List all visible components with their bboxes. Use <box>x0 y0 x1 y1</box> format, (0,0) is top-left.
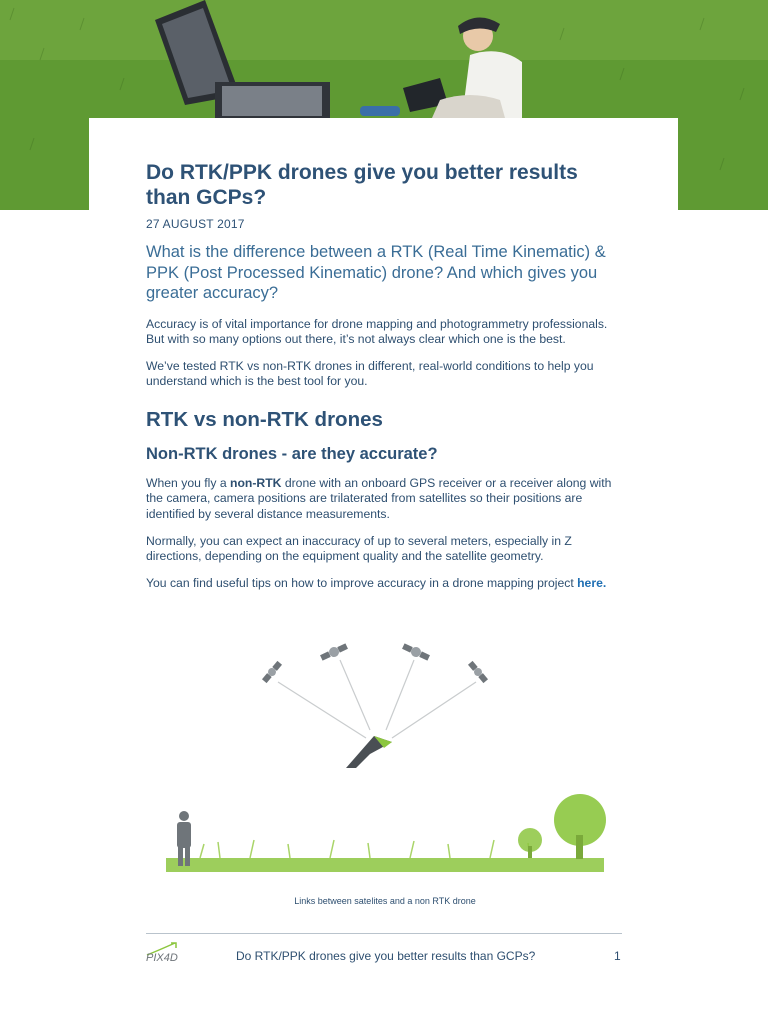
subsection-heading: Non-RTK drones - are they accurate? <box>146 444 438 463</box>
page-number: 1 <box>614 949 621 963</box>
paragraph-tested: We’ve tested RTK vs non-RTK drones in different, real-world conditions to help you understand which is the best tool for you. <box>146 358 594 389</box>
satellite-icon <box>319 642 349 663</box>
paragraph-non-rtk-prefix: When you fly a <box>146 475 230 490</box>
satellite-link-lines <box>278 660 476 738</box>
pix4d-logo <box>145 941 179 963</box>
footer-title: Do RTK/PPK drones give you better results than GCPs? <box>236 949 536 963</box>
footer-divider <box>146 933 622 934</box>
drone-icon <box>346 736 392 768</box>
tree-icon <box>518 794 606 859</box>
paragraph-non-rtk-bold: non-RTK <box>230 475 282 490</box>
section-heading: RTK vs non-RTK drones <box>146 407 383 431</box>
paragraph-non-rtk <box>146 476 624 523</box>
ground-scene <box>166 794 606 872</box>
satellite-illustration <box>160 630 616 890</box>
satellite-icon <box>467 660 489 684</box>
here-link[interactable]: here. <box>577 575 607 590</box>
paragraph-inaccuracy: Normally, you can expect an inaccuracy of up to several meters, especially in Z directions, depending on the equipment quality and the satellite geometry. <box>146 533 572 564</box>
satellite-icon <box>401 642 431 663</box>
satellite-icon <box>261 660 283 684</box>
figure-caption: Links between satelites and a non RTK drone <box>294 896 476 906</box>
paragraph-non-rtk-suffix: drone with an onboard GPS receiver or a receiver along with the camera, camera positions are trilaterated from satellites so their positions are identified by several distance measurements. <box>146 475 612 522</box>
article-content <box>146 160 624 591</box>
paragraph-tips <box>146 576 624 592</box>
article-lead: What is the difference between a RTK (Real Time Kinematic) & PPK (Post Processed Kinematic) drone? And which gives you greater accuracy? <box>146 243 606 302</box>
person-icon <box>177 811 191 866</box>
satellite-figure <box>160 630 616 890</box>
svg-text:PIX4D: PIX4D <box>146 952 178 963</box>
article-title: Do RTK/PPK drones give you better results than GCPs? <box>146 161 578 209</box>
article-date: 27 AUGUST 2017 <box>146 217 245 231</box>
paragraph-intro: Accuracy is of vital importance for drone mapping and photogrammetry professionals. But with so many options out there, it’s not always clear which one is the best. <box>146 316 608 347</box>
paragraph-tips-text: You can find useful tips on how to improve accuracy in a drone mapping project <box>146 575 578 590</box>
